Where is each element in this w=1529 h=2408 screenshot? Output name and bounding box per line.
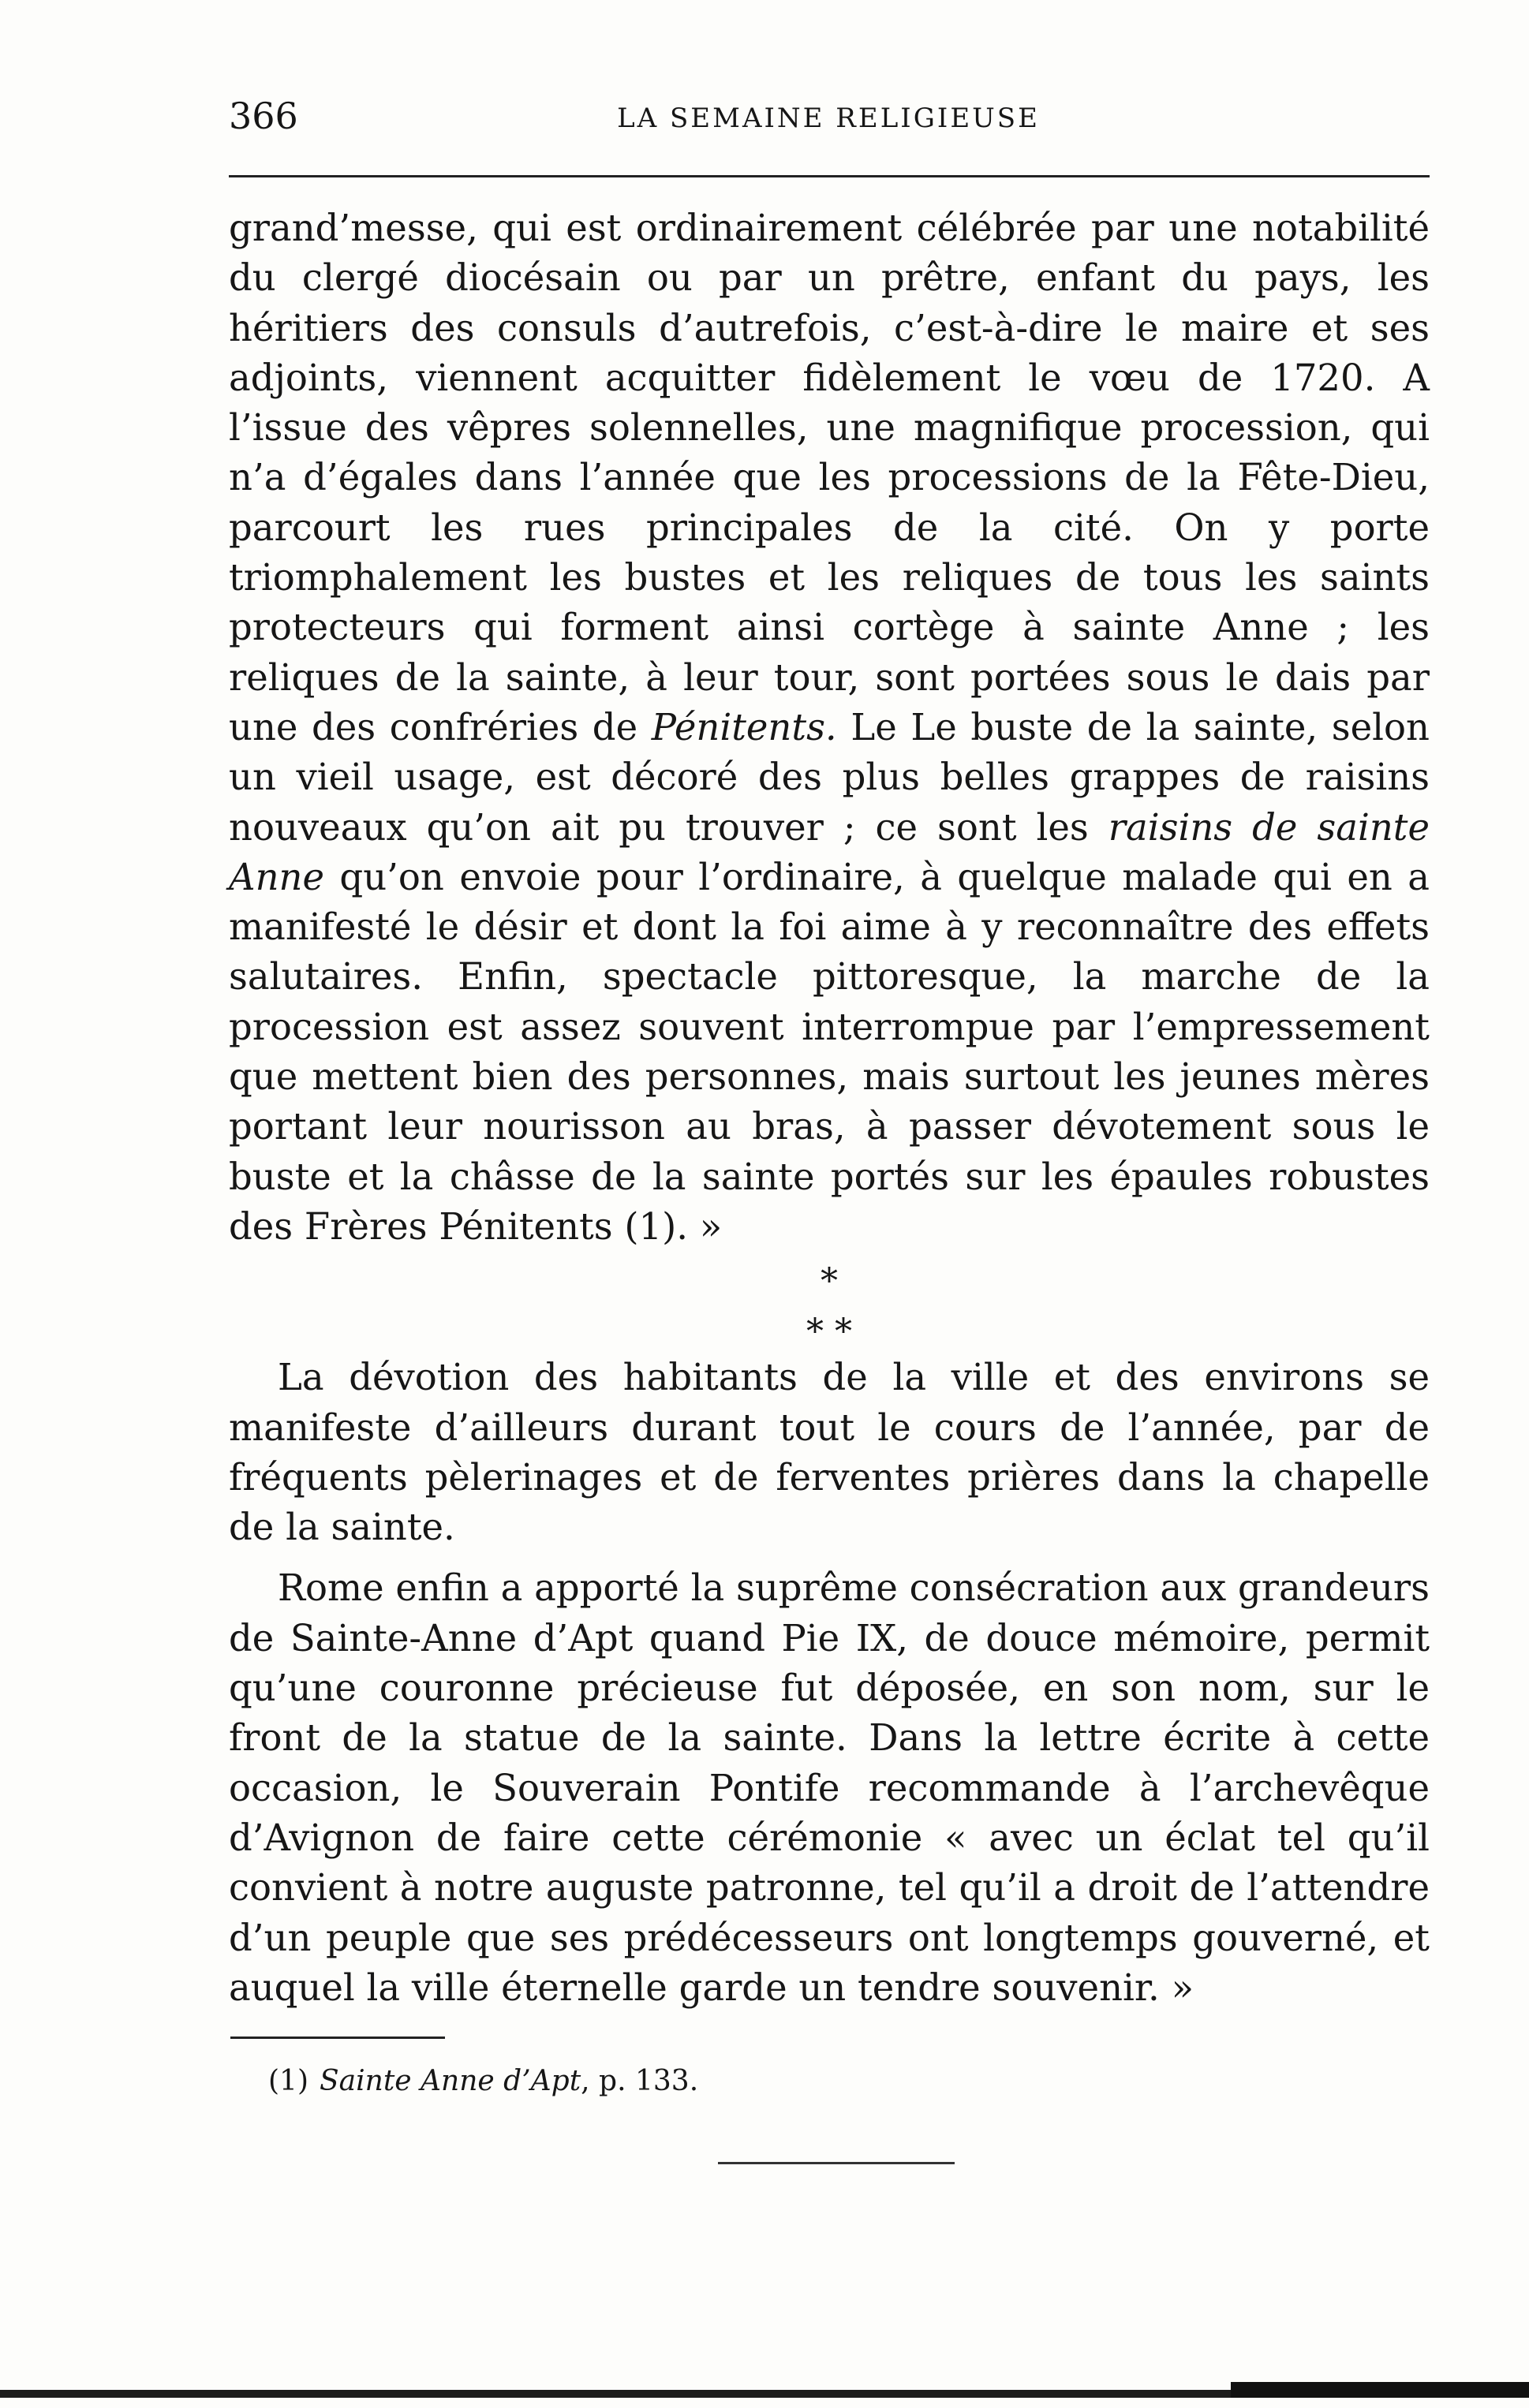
footnote-number: (1) (268, 2065, 308, 2097)
asterism-top: * (821, 1261, 838, 1302)
text-run: Le Le buste de la sainte, selon un vieil usage, est décoré des plus belles grappes de raisins nouveaux qu’on ait pu trouver ; ce sont les (229, 705, 1430, 849)
page-number: 366 (229, 95, 298, 137)
text-run: qu’on envoie pour l’ordinaire, à quelque malade qui en a manifesté le désir et dont la foi aime à y reconnaître des effets salutaires. Enfin, spectacle pittoresque, la marche de la procession est assez souvent interrompue par l’empressement que mettent bien des personnes, mais surtout les jeunes mères portant leur nourisson au bras, à passer dévotement sous le buste et la châsse de la sainte portés sur les épaules robustes des Frères Pénitents (1). » (229, 855, 1430, 1248)
paragraph-rome: Rome enfin a apporté la suprême consécration aux grandeurs de Sainte-Anne d’Apt quand Pie IX, de douce mémoire, permit qu’une couronne précieuse fut déposée, en son nom, sur le front de la statue de la sainte. Dans la lettre écrite à cette occasion, le Souverain Pontife recommande à l’archevêque d’Avignon de faire cette cérémonie « avec un éclat tel qu’il convient à notre auguste patronne, tel qu’il a droit de l’attendre d’un peuple que ses prédécesseurs ont longtemps gouverné, et auquel la ville éternelle garde un tendre souvenir. » (229, 1566, 1430, 2009)
italic-run: raisins de sainte Anne (229, 805, 1430, 898)
bottom-rule (718, 2162, 955, 2164)
footnote-page: , p. 133. (581, 2065, 699, 2097)
page-header (229, 95, 1428, 150)
scan-edge-dark (1231, 2382, 1529, 2398)
footnote-title: Sainte Anne d’Apt (320, 2065, 581, 2097)
running-title: LA SEMAINE RELIGIEUSE (617, 103, 1040, 134)
italic-run: Pénitents. (651, 705, 837, 749)
asterism-separator (229, 1252, 1430, 1353)
text-run: grand’messe, qui est ordinairement célébrée par une notabilité du clergé diocésain ou par un prêtre, enfant du pays, les héritiers des consuls d’autrefois, c’est-à-dire le maire et ses adjoints, viennent acquitter fidèlement le vœu de 1720. A l’issue des vêpres solennelles, une magnifique procession, qui n’a d’égales dans l’année que les processions de la Fête-Dieu, parcourt les rues principales de la cité. On y porte triomphalement les bustes et les reliques de tous les saints protecteurs qui forment ainsi cortège à sainte Anne ; les reliques de la sainte, à leur tour, sont portées sous le dais par une des confréries de (229, 207, 1430, 749)
footnote-rule (230, 2037, 445, 2039)
paragraph-devotion: La dévotion des habitants de la ville et des environs se manifeste d’ailleurs durant tout le cours de l’année, par de fréquents pèlerinages et de ferventes prières dans la chapelle de la sainte. (229, 1356, 1430, 1549)
asterism-bottom: * * (806, 1312, 852, 1353)
body-text (229, 203, 1430, 2013)
footnote (268, 2065, 698, 2097)
paragraph-procession (229, 203, 1430, 1252)
header-rule (229, 175, 1430, 177)
